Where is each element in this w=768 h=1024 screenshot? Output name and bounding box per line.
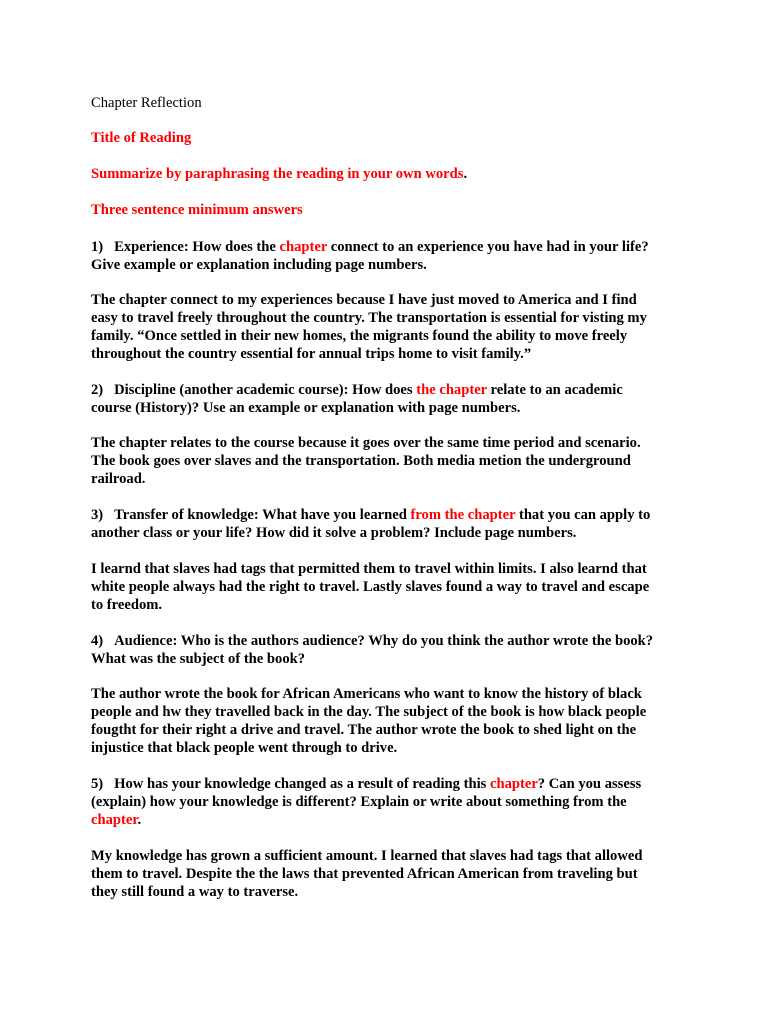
question-1-prompt-line-2: Give example or explanation including page numbers. [91, 257, 427, 273]
answer-1-line-4: throughout the country essential for annual trips home to visit family.” [91, 346, 532, 362]
question-number: 1) [91, 239, 104, 255]
answer-5-line-1: My knowledge has grown a sufficient amount. I learned that slaves had tags that allowed [91, 848, 643, 864]
question-2-prompt-line-2: course (History)? Use an example or explanation with page numbers. [91, 400, 521, 416]
answer-4-line-2: people and hw they travelled back in the day. The subject of the book is how black people [91, 704, 647, 720]
answer-4-line-4: injustice that black people went through to drive. [91, 740, 398, 756]
page-title: Chapter Reflection [91, 95, 202, 111]
answer-4-line-3: fougtht for their right a drive and travel. The author wrote the book to shed light on the [91, 722, 637, 738]
answer-3-line-3: to freedom. [91, 597, 163, 613]
question-5-prompt-line-1 [91, 775, 641, 793]
summarize-instruction-period: . [463, 166, 468, 182]
question-3-prompt-line-2: another class or your life? How did it solve a problem? Include page numbers. [91, 525, 577, 541]
question-2-prompt-line-1 [91, 381, 623, 399]
prompt-text: Transfer of knowledge: What have you learned [114, 507, 411, 523]
question-4-prompt-line-1 [91, 632, 653, 650]
prompt-highlight: the chapter [416, 382, 487, 398]
minimum-answers-note: Three sentence minimum answers [91, 202, 303, 218]
question-number: 3) [91, 507, 104, 523]
question-number: 5) [91, 776, 104, 792]
title-of-reading-label: Title of Reading [91, 130, 192, 146]
prompt-highlight: chapter [279, 239, 328, 255]
question-5-prompt-line-2: (explain) how your knowledge is different? Explain or write about something from the [91, 794, 627, 810]
question-number: 2) [91, 382, 104, 398]
prompt-text: Experience: How does the [114, 239, 280, 255]
answer-2-line-1: The chapter relates to the course because it goes over the same time period and scenario. [91, 435, 641, 451]
prompt-text: . [137, 812, 142, 828]
summarize-instruction-text: Summarize by paraphrasing the reading in your own words [91, 166, 464, 182]
prompt-text: relate to an academic [486, 382, 623, 398]
answer-4-line-1: The author wrote the book for African Americans who want to know the history of black [91, 686, 642, 702]
answer-2-line-3: railroad. [91, 471, 146, 487]
answer-3-line-1: I learnd that slaves had tags that permitted them to travel within limits. I also learnd that [91, 561, 647, 577]
question-5-prompt-line-3 [91, 811, 141, 829]
prompt-highlight: chapter [91, 812, 138, 828]
question-3-prompt-line-1 [91, 506, 650, 524]
question-1-prompt-line-1 [91, 238, 649, 256]
prompt-text: Audience: Who is the authors audience? Why do you think the author wrote the book? [114, 633, 654, 649]
prompt-text: that you can apply to [515, 507, 651, 523]
question-number: 4) [91, 633, 104, 649]
question-4-prompt-line-2: What was the subject of the book? [91, 651, 306, 667]
answer-2-line-2: The book goes over slaves and the transportation. Both media metion the underground [91, 453, 631, 469]
prompt-text: ? Can you assess [537, 776, 642, 792]
prompt-text: How has your knowledge changed as a result of reading this [114, 776, 490, 792]
answer-3-line-2: white people always had the right to travel. Lastly slaves found a way to travel and escape [91, 579, 650, 595]
prompt-text: Discipline (another academic course): How does [114, 382, 417, 398]
answer-1-line-1: The chapter connect to my experiences because I have just moved to America and I find [91, 292, 637, 308]
summarize-instruction [91, 165, 467, 183]
answer-5-line-2: them to travel. Despite the the laws that prevented African American from traveling but [91, 866, 638, 882]
prompt-highlight: from the chapter [410, 507, 516, 523]
prompt-highlight: chapter [489, 776, 538, 792]
answer-1-line-3: family. “Once settled in their new homes, the migrants found the ability to move freely [91, 328, 628, 344]
answer-1-line-2: easy to travel freely throughout the country. The transportation is essential for visting my [91, 310, 647, 326]
prompt-text: connect to an experience you have had in your life? [327, 239, 649, 255]
answer-5-line-3: they still found a way to traverse. [91, 884, 299, 900]
